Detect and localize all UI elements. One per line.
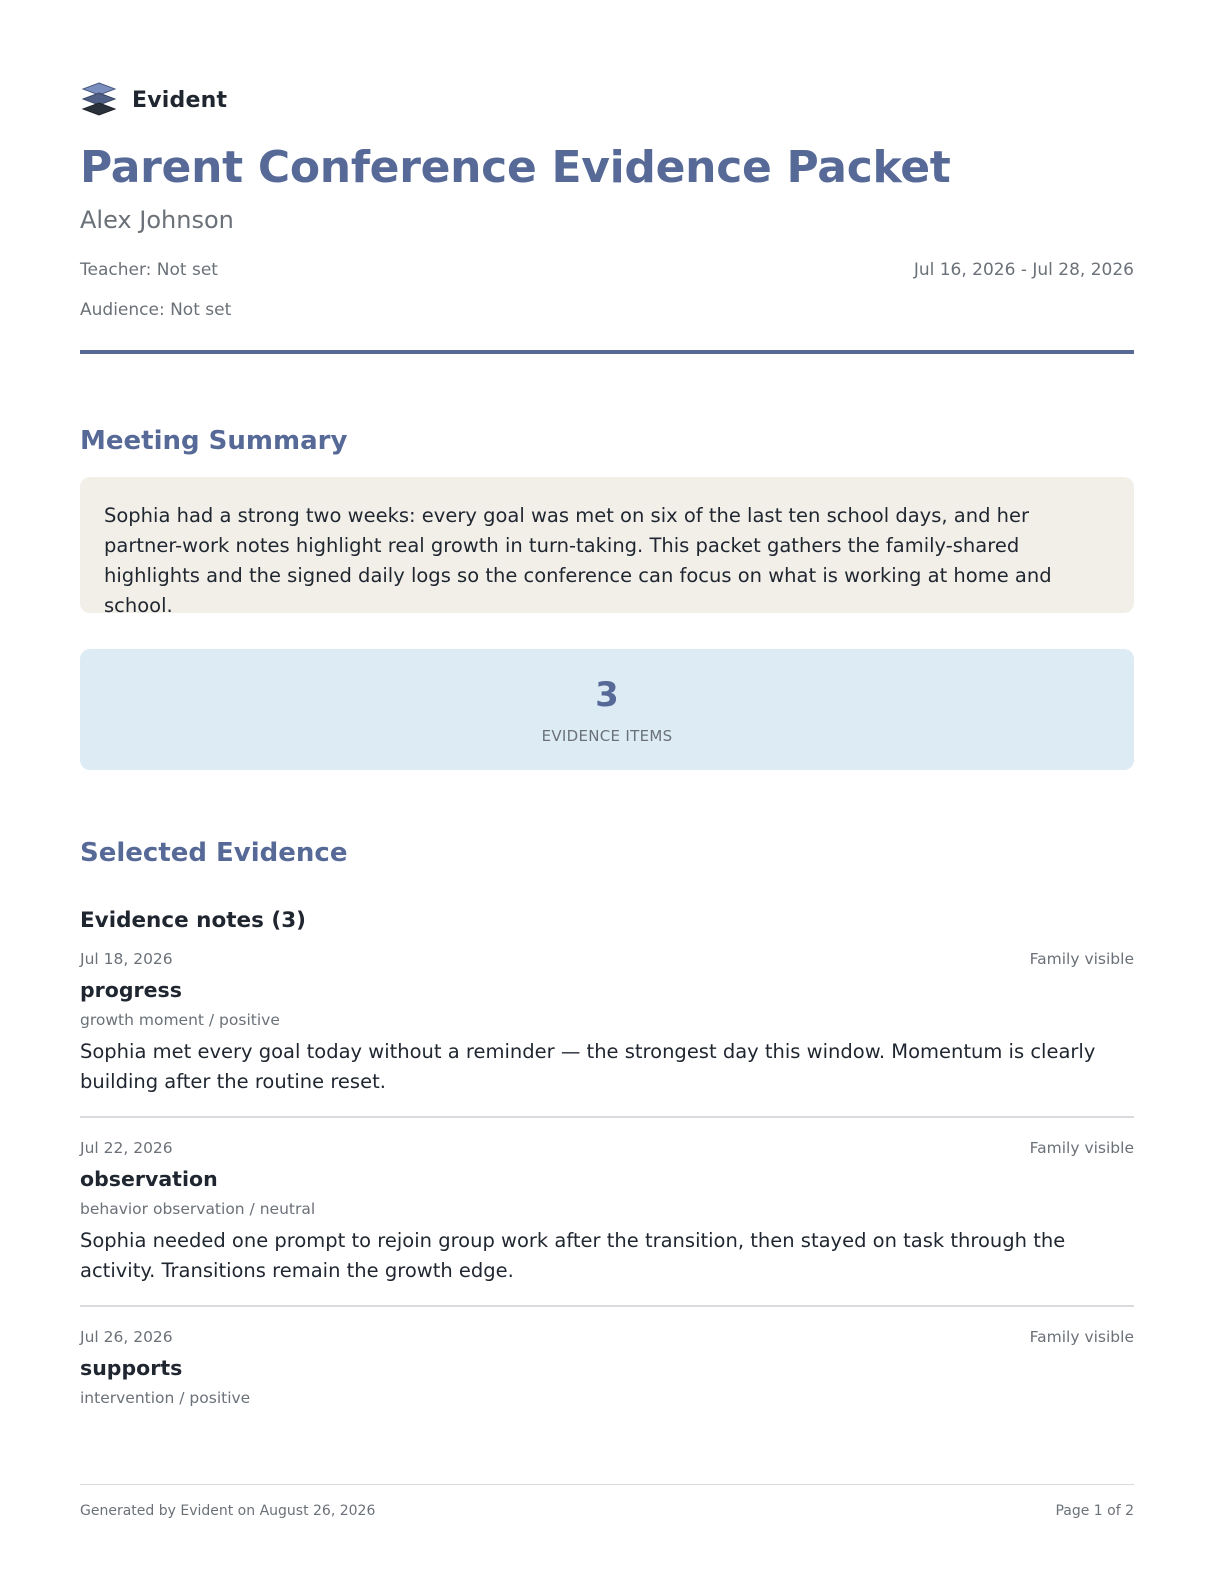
- evidence-visibility: Family visible: [1029, 950, 1134, 968]
- evidence-count-value: 3: [595, 675, 619, 715]
- meeting-summary-heading: Meeting Summary: [80, 426, 348, 456]
- brand-name: Evident: [132, 87, 228, 113]
- evidence-tags: behavior observation / neutral: [80, 1200, 316, 1218]
- footer-divider: [80, 1484, 1134, 1485]
- evidence-list: [80, 950, 1134, 1418]
- evidence-item: [80, 1328, 1134, 1418]
- evidence-date: Jul 22, 2026: [80, 1139, 173, 1157]
- meeting-summary-box: [80, 477, 1134, 617]
- teacher-meta: Teacher: Not set: [80, 260, 218, 280]
- evidence-item: [80, 1139, 1134, 1307]
- evidence-date: Jul 18, 2026: [80, 950, 173, 968]
- audience-meta: Audience: Not set: [80, 300, 232, 320]
- evidence-type: progress: [80, 978, 182, 1002]
- document-title: Parent Conference Evidence Packet: [80, 142, 951, 193]
- evidence-type: supports: [80, 1356, 183, 1380]
- page-number: Page 1 of 2: [1055, 1503, 1134, 1519]
- evidence-visibility: Family visible: [1029, 1328, 1134, 1346]
- evidence-count-card: [80, 649, 1134, 770]
- footer-generated: Generated by Evident on August 26, 2026: [80, 1503, 376, 1519]
- evidence-notes-heading: Evidence notes (3): [80, 908, 306, 933]
- date-range: Jul 16, 2026 - Jul 28, 2026: [913, 260, 1134, 280]
- evidence-type: observation: [80, 1167, 218, 1191]
- evidence-tags: intervention / positive: [80, 1389, 251, 1407]
- meeting-summary-text: Sophia had a strong two weeks: every goal was met on six of the last ten school days, and her partner-work notes highlight real growth in turn-taking. This packet gathers the family-shared highlights and the signed daily logs so the conference can focus on what is working at home and school.: [104, 504, 1052, 617]
- stacked-layers-logo-icon: [80, 82, 118, 118]
- student-name: Alex Johnson: [80, 206, 234, 234]
- brand-header: [80, 82, 227, 118]
- evidence-item: [80, 950, 1134, 1118]
- evidence-count-label: EVIDENCE ITEMS: [541, 727, 673, 745]
- evidence-date: Jul 26, 2026: [80, 1328, 173, 1346]
- evidence-visibility: Family visible: [1029, 1139, 1134, 1157]
- header-divider: [80, 350, 1134, 354]
- evidence-body: Sophia needed one prompt to rejoin group work after the transition, then stayed on task through the activity. Transitions remain the growth edge.: [80, 1229, 1066, 1282]
- evidence-tags: growth moment / positive: [80, 1011, 280, 1029]
- selected-evidence-heading: Selected Evidence: [80, 838, 348, 868]
- evidence-body: Sophia met every goal today without a reminder — the strongest day this window. Momentum is clearly building after the routine reset.: [80, 1040, 1096, 1093]
